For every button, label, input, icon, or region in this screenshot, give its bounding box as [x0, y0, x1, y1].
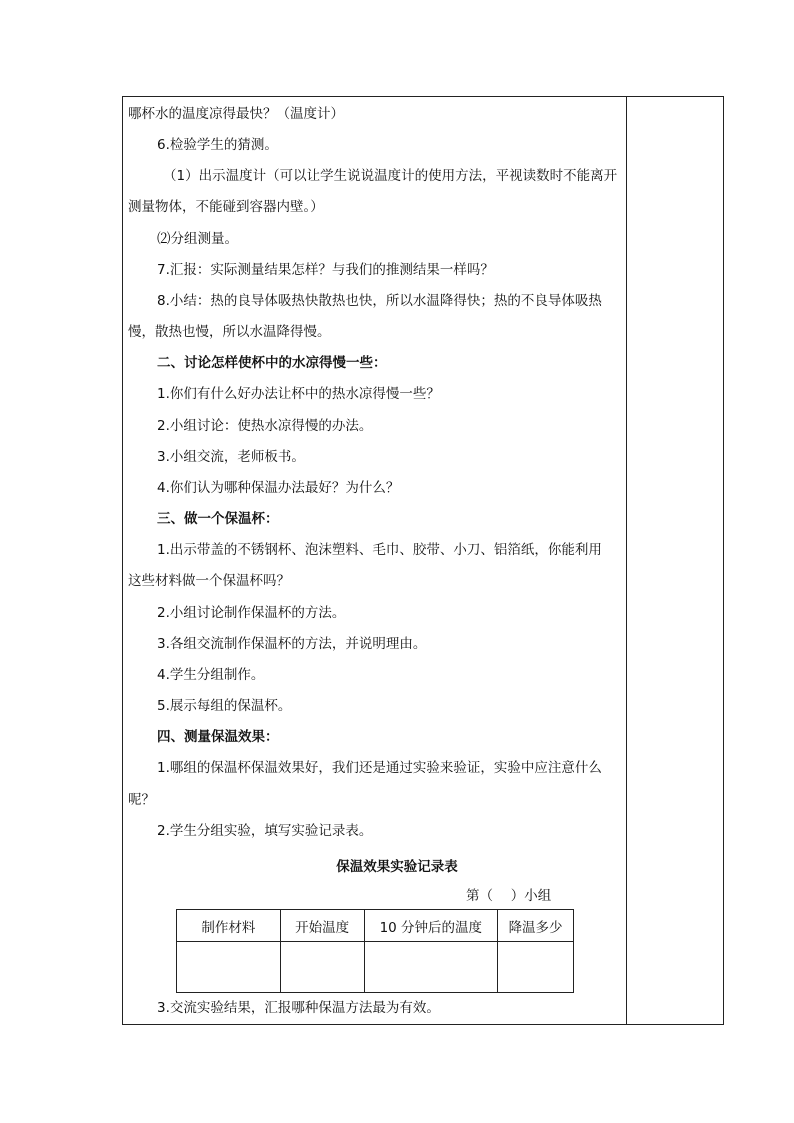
text-line: 1.你们有什么好办法让杯中的热水凉得慢一些？	[157, 386, 440, 402]
section-heading: 三、做一个保温杯：	[157, 511, 279, 527]
text-line: 5.展示每组的保温杯。	[157, 698, 292, 714]
record-table	[176, 909, 574, 993]
text-line: ⑵分组测量。	[157, 231, 238, 247]
table-header-row	[177, 910, 574, 942]
text-line: 7.汇报：实际测量结果怎样？与我们的推测结果一样吗？	[157, 262, 494, 278]
text-line: 1.出示带盖的不锈钢杯、泡沫塑料、毛巾、胶带、小刀、铝箔纸，你能利用	[157, 542, 602, 558]
table-header-cell: 10 分钟后的温度	[364, 910, 498, 942]
table-cell	[177, 942, 281, 993]
text-line: 2.学生分组实验，填写实验记录表。	[157, 823, 373, 839]
table-header-cell: 制作材料	[177, 910, 281, 942]
text-line: 8.小结：热的良导体吸热快散热也快，所以水温降得快；热的不良导体吸热	[157, 293, 602, 309]
text-line: 慢，散热也慢，所以水温降得慢。	[128, 324, 331, 340]
section-heading: 二、讨论怎样使杯中的水凉得慢一些：	[157, 355, 387, 371]
text-line: 测量物体，不能碰到容器内壁。）	[128, 199, 324, 215]
text-line: 2.小组讨论：使热水凉得慢的办法。	[157, 418, 373, 434]
text-line: 4.学生分组制作。	[157, 667, 265, 683]
text-line: 哪杯水的温度凉得最快？（温度计）	[128, 106, 344, 122]
text-line: 1.哪组的保温杯保温效果好，我们还是通过实验来验证，实验中应注意什么	[157, 760, 602, 776]
column-divider	[626, 96, 627, 1025]
table-cell	[280, 942, 364, 993]
table-cell	[364, 942, 498, 993]
group-label: 第（ ）小组	[466, 888, 552, 904]
table-header-cell: 开始温度	[280, 910, 364, 942]
text-line: 3.交流实验结果，汇报哪种保温方法最为有效。	[157, 1000, 440, 1016]
text-line: 这些材料做一个保温杯吗？	[128, 573, 290, 589]
text-line: 呢？	[128, 792, 155, 808]
table-cell	[498, 942, 574, 993]
section-heading: 四、测量保温效果：	[157, 729, 279, 745]
text-line: 2.小组讨论制作保温杯的方法。	[157, 605, 346, 621]
text-line: 6.检验学生的猜测。	[157, 137, 278, 153]
text-line: （1）出示温度计（可以让学生说说温度计的使用方法，平视读数时不能离开	[163, 168, 618, 184]
table-row	[177, 942, 574, 993]
text-line: 4.你们认为哪种保温办法最好？为什么？	[157, 480, 400, 496]
text-line: 3.各组交流制作保温杯的方法，并说明理由。	[157, 636, 427, 652]
text-line: 3.小组交流，老师板书。	[157, 449, 305, 465]
record-table-title: 保温效果实验记录表	[336, 859, 458, 875]
table-header-cell: 降温多少	[498, 910, 574, 942]
